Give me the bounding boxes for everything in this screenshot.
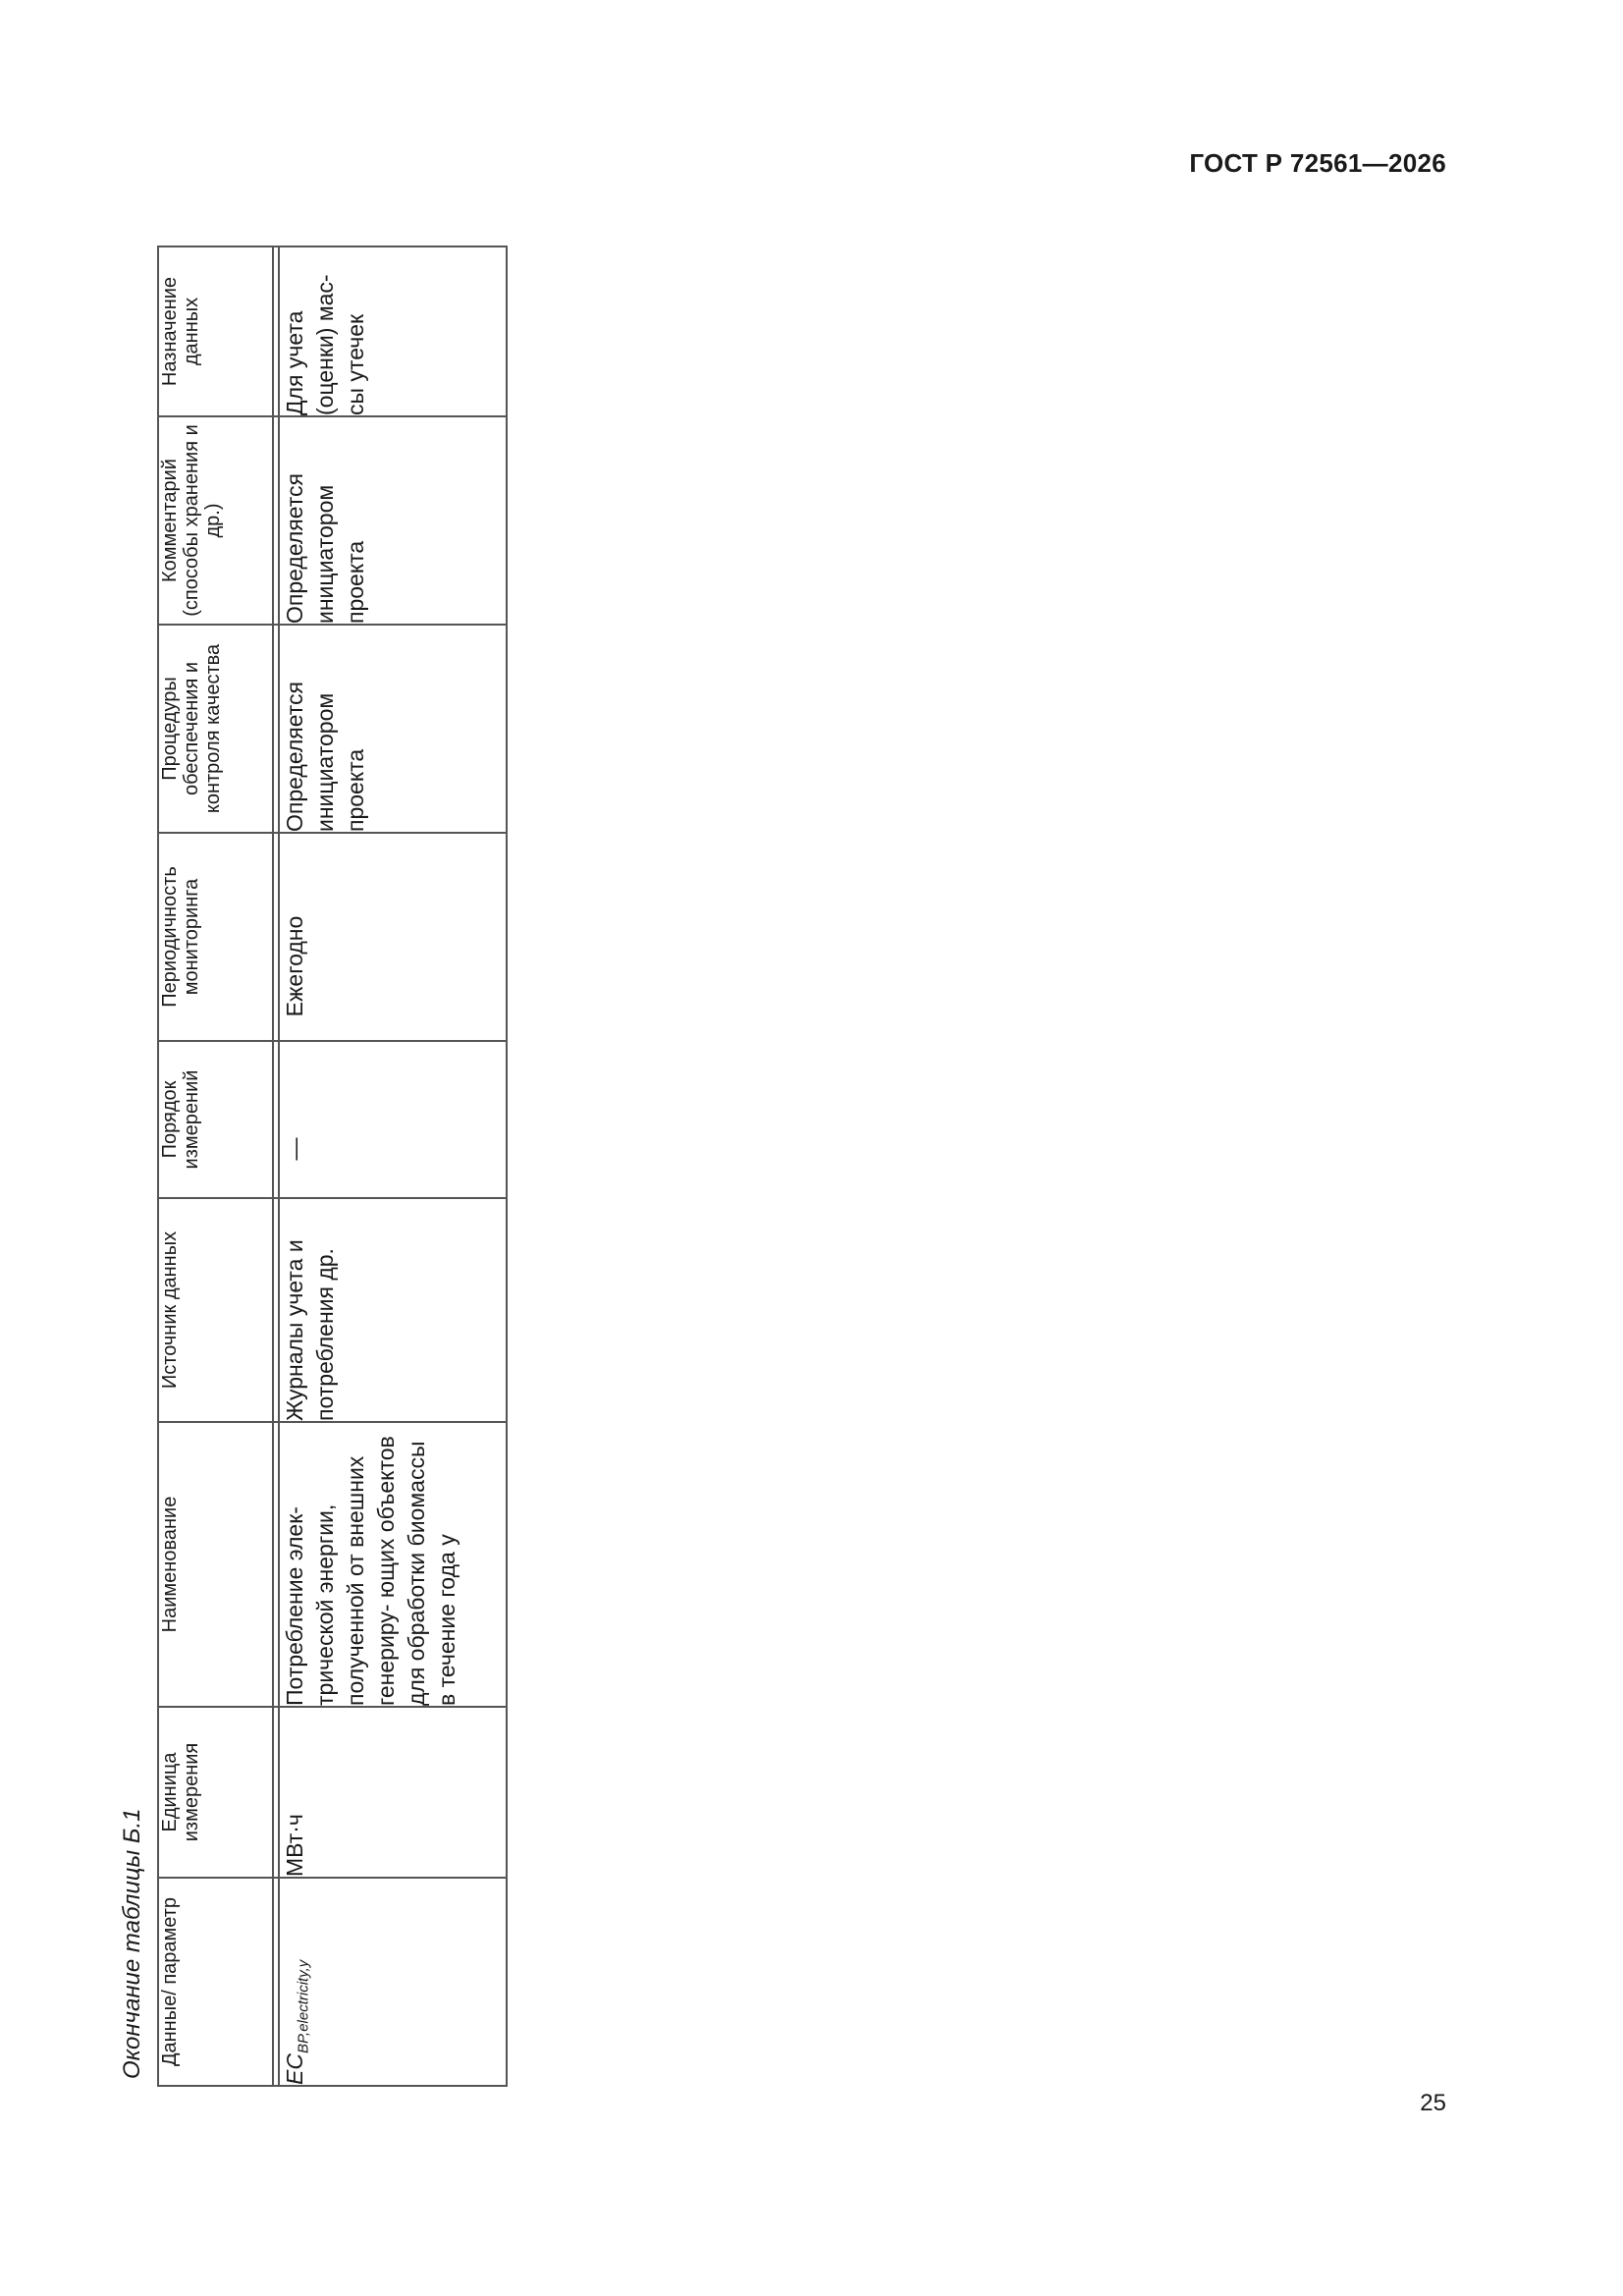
cell-param [279, 1878, 507, 2086]
rotated-table-area [108, 221, 520, 2087]
cell-purpose: Для учета (оценки) мас- сы утечек [279, 246, 507, 416]
cell-qa: Определяется инициатором проекта [279, 625, 507, 833]
cell-comment: Определяется инициатором проекта [279, 416, 507, 625]
cell-name: Потребление элек- трической энергии, полученной от внешних генериру- ющих объектов для обработки биомассы в течение года y [279, 1422, 507, 1707]
table-caption: Окончание таблицы Б.1 [119, 1808, 145, 2079]
table-row [279, 246, 507, 2086]
header-unit: Единица измерения [158, 1707, 273, 1878]
header-purpose: Назначение данных [158, 246, 273, 416]
header-name: Наименование [158, 1422, 273, 1707]
header-qa: Процедуры обеспечения и контроля качества [158, 625, 273, 833]
cell-unit: МВт·ч [279, 1707, 507, 1878]
header-source: Источник данных [158, 1198, 273, 1422]
data-table [157, 246, 508, 2087]
document-code: ГОСТ Р 72561—2026 [1189, 148, 1446, 178]
cell-source: Журналы учета и потребления др. [279, 1198, 507, 1422]
param-main: EC [282, 2053, 307, 2085]
header-param: Данные/ параметр [158, 1878, 273, 2086]
header-order: Порядок измерений [158, 1041, 273, 1198]
param-subscript: BP,electricity,y [295, 1959, 312, 2054]
cell-frequency: Ежегодно [279, 833, 507, 1041]
header-comment: Комментарий (способы хранения и др.) [158, 416, 273, 625]
header-frequency: Периодичность мониторинга [158, 833, 273, 1041]
table-header-row [158, 246, 273, 2086]
page-number: 25 [1420, 2090, 1446, 2116]
cell-order: — [279, 1041, 507, 1198]
